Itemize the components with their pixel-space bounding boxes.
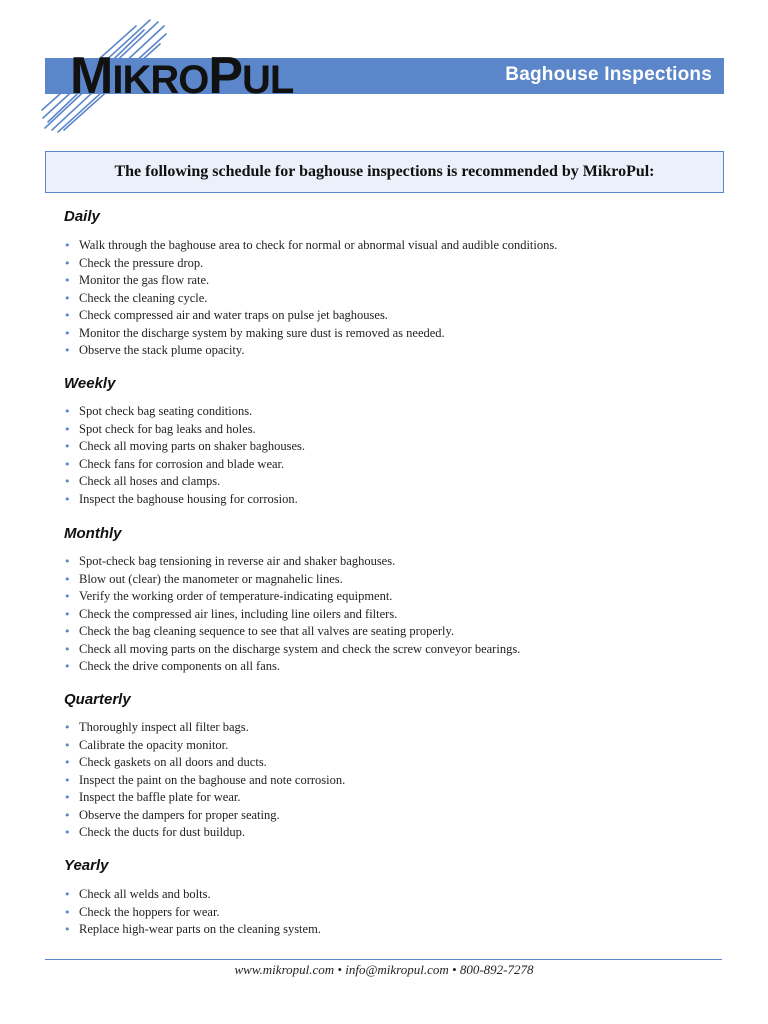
list-item-text: Check fans for corrosion and blade wear. — [79, 456, 285, 471]
bullet-icon: • — [64, 274, 71, 287]
list-item — [64, 754, 345, 772]
list-item — [64, 290, 557, 308]
bullet-icon: • — [64, 660, 71, 673]
section-daily — [64, 207, 734, 357]
bullet-icon: • — [64, 826, 71, 839]
list-item-text: Check compressed air and water traps on pulse jet baghouses. — [79, 308, 388, 322]
section-weekly — [64, 374, 734, 506]
list-item — [64, 403, 305, 421]
section-heading: Monthly — [64, 525, 122, 542]
bullet-icon: • — [64, 422, 71, 436]
list-item — [64, 824, 345, 842]
list-item-text: Calibrate the opacity monitor. — [79, 737, 229, 752]
list-item-text: Check the pressure drop. — [79, 255, 204, 270]
list-item-text: Verify the working order of temperature-indicating equipment. — [79, 589, 393, 603]
section-yearly — [64, 856, 734, 936]
list-item — [64, 886, 321, 904]
list-item-text: Replace high-wear parts on the cleaning system. — [79, 922, 321, 936]
section-heading: Daily — [64, 208, 100, 225]
list-item-text: Spot check for bag leaks and holes. — [79, 421, 256, 436]
list-item-text: Check the compressed air lines, including line oilers and filters. — [79, 606, 398, 621]
bullet-icon: • — [64, 642, 71, 656]
footer-divider — [45, 959, 722, 960]
logo-letter-m: M — [70, 47, 113, 105]
list-item — [64, 237, 557, 255]
list-item-text: Inspect the baffle plate for wear. — [79, 790, 241, 804]
list-item — [64, 772, 345, 790]
list-item-text: Observe the dampers for proper seating. — [79, 807, 280, 822]
bullet-icon: • — [64, 256, 71, 270]
section-monthly — [64, 524, 734, 673]
section-quarterly — [64, 690, 734, 839]
list-item — [64, 588, 520, 606]
list-item — [64, 438, 305, 456]
item-list — [64, 403, 305, 508]
item-list — [64, 886, 321, 939]
list-item-text: Spot check bag seating conditions. — [79, 404, 253, 418]
list-item — [64, 658, 520, 676]
section-heading: Weekly — [64, 375, 116, 392]
bullet-icon: • — [64, 738, 71, 752]
bullet-icon: • — [64, 808, 71, 822]
list-item-text: Blow out (clear) the manometer or magnahelic lines. — [79, 571, 343, 586]
list-item-text: Check all welds and bolts. — [79, 887, 211, 901]
bullet-icon: • — [64, 555, 71, 568]
document-title: Baghouse Inspections — [505, 64, 712, 85]
list-item — [64, 456, 305, 474]
list-item-text: Monitor the gas flow rate. — [79, 273, 210, 287]
item-list — [64, 719, 345, 842]
bullet-icon: • — [64, 239, 71, 252]
list-item-text: Spot-check bag tensioning in reverse air and shaker baghouses. — [79, 554, 396, 568]
list-item — [64, 807, 345, 825]
bullet-icon: • — [64, 791, 71, 804]
list-item-text: Check the drive components on all fans. — [79, 659, 280, 673]
list-item — [64, 491, 305, 509]
bullet-icon: • — [64, 309, 71, 322]
list-item-text: Check the cleaning cycle. — [79, 290, 208, 305]
bullet-icon: • — [64, 457, 71, 471]
mikropul-logo — [70, 47, 294, 106]
list-item — [64, 737, 345, 755]
bullet-icon: • — [64, 440, 71, 453]
list-item — [64, 421, 305, 439]
list-item — [64, 719, 345, 737]
list-item-text: Monitor the discharge system by making sure dust is removed as needed. — [79, 325, 445, 340]
bullet-icon: • — [64, 923, 71, 936]
list-item — [64, 623, 520, 641]
list-item — [64, 921, 321, 939]
list-item — [64, 342, 557, 360]
list-item-text: Check the bag cleaning sequence to see that all valves are seating properly. — [79, 624, 455, 638]
bullet-icon: • — [64, 326, 71, 340]
intro-text: The following schedule for baghouse inspections is recommended by MikroPul: — [114, 163, 655, 180]
item-list — [64, 553, 520, 676]
logo-letter-p: P — [208, 47, 243, 105]
list-item — [64, 789, 345, 807]
bullet-icon: • — [64, 492, 71, 506]
list-item — [64, 272, 557, 290]
list-item-text: Check the ducts for dust buildup. — [79, 825, 245, 839]
bullet-icon: • — [64, 590, 71, 603]
list-item-text: Check gaskets on all doors and ducts. — [79, 755, 267, 769]
list-item-text: Check the hoppers for wear. — [79, 904, 220, 919]
section-heading: Quarterly — [64, 691, 131, 708]
bullet-icon: • — [64, 888, 71, 901]
bullet-icon: • — [64, 756, 71, 769]
list-item — [64, 606, 520, 624]
list-item-text: Walk through the baghouse area to check for normal or abnormal visual and audible conditions. — [79, 238, 558, 252]
bullet-icon: • — [64, 625, 71, 638]
bullet-icon: • — [64, 721, 71, 734]
list-item — [64, 641, 520, 659]
bullet-icon: • — [64, 905, 71, 919]
bullet-icon: • — [64, 607, 71, 621]
list-item-text: Inspect the baghouse housing for corrosion. — [79, 491, 298, 506]
list-item — [64, 553, 520, 571]
logo-letters-ikro: IKRO — [112, 58, 209, 102]
list-item — [64, 325, 557, 343]
intro-box — [45, 151, 724, 193]
bullet-icon: • — [64, 773, 71, 787]
bullet-icon: • — [64, 344, 71, 357]
list-item-text: Check all moving parts on shaker baghouses. — [79, 439, 305, 453]
bullet-icon: • — [64, 475, 71, 488]
footer-contact: www.mikropul.com • info@mikropul.com • 800-892-7278 — [234, 962, 534, 977]
section-heading: Yearly — [64, 857, 109, 874]
list-item-text: Check all hoses and clamps. — [79, 474, 221, 488]
list-item-text: Inspect the paint on the baghouse and note corrosion. — [79, 772, 346, 787]
list-item — [64, 255, 557, 273]
list-item — [64, 904, 321, 922]
list-item-text: Thoroughly inspect all filter bags. — [79, 720, 249, 734]
list-item — [64, 473, 305, 491]
list-item — [64, 571, 520, 589]
bullet-icon: • — [64, 572, 71, 586]
list-item — [64, 307, 557, 325]
logo-letters-ul: UL — [242, 58, 294, 102]
list-item-text: Observe the stack plume opacity. — [79, 343, 245, 357]
item-list — [64, 237, 557, 360]
bullet-icon: • — [64, 405, 71, 418]
list-item-text: Check all moving parts on the discharge system and check the screw conveyor bearings. — [79, 641, 521, 656]
bullet-icon: • — [64, 291, 71, 305]
